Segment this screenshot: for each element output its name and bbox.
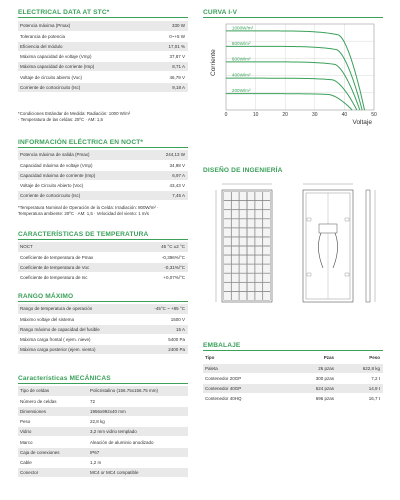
solar-cell	[263, 228, 270, 237]
temperature-value: -0,396%/°C	[136, 252, 188, 262]
temperature-label: Coeficiente de temperatura de Voc	[18, 262, 136, 272]
solar-cell	[263, 246, 270, 255]
note-noct-1: *Temperatura Nominal de Operación de la Celda: Irradiación: 800W/m² ·	[18, 205, 159, 210]
solar-cell	[255, 219, 262, 228]
noct-row	[18, 160, 188, 170]
temperature-label: Coeficiente de temperatura de Isc	[18, 273, 136, 283]
x-tick-label: 20	[282, 112, 288, 118]
packaging-row	[203, 363, 383, 373]
table-noct	[18, 150, 188, 201]
solar-cell	[247, 255, 254, 264]
stc-row	[18, 21, 188, 31]
solar-cell	[239, 246, 246, 255]
mechanical-label: Marco	[18, 437, 88, 447]
table-stc	[18, 21, 188, 93]
stc-value: 46,79 V	[136, 72, 188, 82]
mechanical-value: IP67	[88, 447, 188, 457]
mechanical-row	[18, 396, 188, 406]
solar-cell	[224, 292, 231, 301]
max-range-row	[18, 324, 188, 334]
mechanical-row	[18, 427, 188, 437]
solar-cell	[224, 246, 231, 255]
solar-cell	[232, 219, 239, 228]
max-range-value: 5400 Pa	[128, 335, 188, 345]
solar-cell	[263, 237, 270, 246]
solar-cell	[239, 201, 246, 210]
packaging-header-pzas: Pzas	[295, 353, 337, 363]
solar-cell	[263, 201, 270, 210]
packaging-pzas: 696 pzas	[295, 394, 337, 404]
noct-label: Potencia máxima de salida (Pmax)	[18, 150, 136, 160]
packaging-row	[203, 384, 383, 394]
temperature-label: NOCT	[18, 242, 136, 252]
solar-cell	[239, 210, 246, 219]
section-title-max-range: RANGO MÁXIMO	[18, 293, 74, 300]
section-title-noct: INFORMACIÓN ELÉCTRICA EN NOCT*	[18, 139, 144, 146]
mechanical-row	[18, 406, 188, 416]
solar-cell	[232, 264, 239, 273]
packaging-peso: 7,2 t	[337, 373, 383, 383]
packaging-tipo: Contenedor 40HQ	[203, 394, 295, 404]
stc-row	[18, 31, 188, 41]
solar-cell	[263, 273, 270, 282]
iv-curve-chart	[218, 18, 388, 128]
solar-cell	[232, 292, 239, 301]
noct-label: Capacidad máxima de voltaje (Vmp)	[18, 160, 136, 170]
temperature-row	[18, 262, 188, 272]
stc-label: Potencia máxima (Pmax)	[18, 21, 136, 31]
solar-cell	[232, 246, 239, 255]
section-rule-noct	[18, 147, 188, 148]
solar-cell	[255, 292, 262, 301]
solar-cell	[255, 210, 262, 219]
mechanical-label: Cable	[18, 457, 88, 467]
solar-cell	[232, 255, 239, 264]
noct-value: 244,13 W	[136, 150, 188, 160]
solar-cell	[247, 264, 254, 273]
solar-cell	[247, 283, 254, 292]
stc-row	[18, 52, 188, 62]
engineering-drawing	[203, 178, 383, 328]
solar-cell	[232, 273, 239, 282]
solar-cell	[224, 237, 231, 246]
mechanical-label: Conector	[18, 468, 88, 478]
x-tick-label: 50	[371, 112, 377, 118]
solar-cell	[232, 237, 239, 246]
noct-value: 34,98 V	[136, 160, 188, 170]
noct-row	[18, 150, 188, 160]
x-tick-label: 0	[224, 112, 228, 118]
max-range-row	[18, 335, 188, 345]
solar-cell	[247, 201, 254, 210]
solar-cell	[224, 192, 231, 201]
stc-row	[18, 72, 188, 82]
series-label: 800W/m²	[231, 40, 251, 46]
section-rule-packaging	[203, 350, 383, 351]
solar-cell	[247, 228, 254, 237]
stc-label: Corriente de cortocircuito (Isc)	[18, 82, 136, 92]
section-title-iv-curve: CURVA I-V	[203, 9, 238, 16]
note-noct-2: Temperatura ambiente: 20ºC · AM: 1,5 · Velocidad del viento: 1 m/s	[18, 211, 149, 216]
stc-value: 37,87 V	[136, 52, 188, 62]
packaging-peso: 16,7 t	[337, 394, 383, 404]
solar-cell	[224, 283, 231, 292]
series-line	[226, 94, 352, 110]
max-range-label: Rango máximo de capacidad del fusible	[18, 324, 128, 334]
noct-label: Voltaje de Circuito Abierto (Voc)	[18, 181, 136, 191]
noct-label: Capacidad máxima de corriente (Imp)	[18, 170, 136, 180]
solar-cell	[224, 228, 231, 237]
table-temperature	[18, 242, 188, 283]
mechanical-label: Vidrio	[18, 427, 88, 437]
solar-cell	[263, 192, 270, 201]
max-range-value: 2400 Pa	[128, 345, 188, 355]
solar-cell	[255, 255, 262, 264]
stc-value: 330 W	[136, 21, 188, 31]
noct-value: 7,45 A	[136, 191, 188, 201]
max-range-label: Máximo voltaje del sistema	[18, 314, 128, 324]
stc-row	[18, 82, 188, 92]
mechanical-value: 1956x992x40 mm	[88, 406, 188, 416]
stc-label: Eficiencia del módulo	[18, 41, 136, 51]
solar-cell	[232, 283, 239, 292]
noct-row	[18, 181, 188, 191]
solar-cell	[255, 283, 262, 292]
temperature-row	[18, 242, 188, 252]
solar-cell	[239, 283, 246, 292]
packaging-row	[203, 373, 383, 383]
max-range-value: 1500 V	[128, 314, 188, 324]
solar-cell	[224, 264, 231, 273]
solar-cell	[247, 219, 254, 228]
mechanical-value: MC4 or MC4 compatible	[88, 468, 188, 478]
temperature-row	[18, 252, 188, 262]
series-label: 400W/m²	[231, 72, 251, 78]
packaging-row	[203, 394, 383, 404]
solar-cell	[255, 201, 262, 210]
noct-row	[18, 170, 188, 180]
mechanical-row	[18, 468, 188, 478]
packaging-header-tipo: Tipo	[203, 353, 295, 363]
mechanical-label: Número de celdas	[18, 396, 88, 406]
solar-cell	[263, 219, 270, 228]
packaging-peso: 622,8 kg	[337, 363, 383, 373]
mechanical-value: 22,8 kg	[88, 417, 188, 427]
solar-cell	[239, 228, 246, 237]
plot-frame	[226, 24, 374, 110]
mechanical-value: 3,2 mm vidrio templado	[88, 427, 188, 437]
stc-value: 17,01 %	[136, 41, 188, 51]
temperature-value: -0,31%/°C	[136, 262, 188, 272]
solar-cell	[247, 192, 254, 201]
solar-cell	[239, 237, 246, 246]
solar-cell	[232, 201, 239, 210]
mechanical-row	[18, 457, 188, 467]
max-range-row	[18, 345, 188, 355]
solar-cell	[239, 255, 246, 264]
stc-row	[18, 62, 188, 72]
mechanical-row	[18, 437, 188, 447]
solar-cell	[263, 283, 270, 292]
packaging-peso: 14,9 t	[337, 384, 383, 394]
solar-cell	[224, 273, 231, 282]
solar-cell	[239, 273, 246, 282]
table-mechanical	[18, 386, 188, 478]
section-title-temperature: CARACTERÍSTICAS DE TEMPERATURA	[18, 231, 149, 238]
noct-value: 6,97 A	[136, 170, 188, 180]
solar-cell	[263, 210, 270, 219]
section-rule-stc	[18, 17, 188, 18]
solar-cell	[247, 292, 254, 301]
stc-value: 8,71 A	[136, 62, 188, 72]
panel-rear-view	[303, 184, 353, 302]
packaging-pzas: 26 pzas	[295, 363, 337, 373]
packaging-tipo: Contenedor 40GP	[203, 384, 295, 394]
section-title-stc: ELECTRICAL DATA AT STC*	[18, 9, 110, 16]
noct-label: Corriente de cortocircuito (Isc)	[18, 191, 136, 201]
solar-cell	[247, 246, 254, 255]
solar-cell	[232, 228, 239, 237]
mechanical-row	[18, 417, 188, 427]
packaging-pzas: 300 pzas	[295, 373, 337, 383]
solar-cell	[255, 264, 262, 273]
mechanical-label: Dimensiones	[18, 406, 88, 416]
series-label: 200W/m²	[231, 88, 251, 94]
mechanical-value: 1,2 m	[88, 457, 188, 467]
solar-cell	[255, 237, 262, 246]
solar-cell	[232, 192, 239, 201]
panel-side-view	[366, 190, 375, 302]
table-packaging	[203, 353, 383, 404]
x-tick-label: 10	[252, 112, 259, 118]
solar-cell	[239, 219, 246, 228]
mechanical-label: Caja de conexiones	[18, 447, 88, 457]
packaging-pzas: 624 pzas	[295, 384, 337, 394]
solar-cell	[247, 273, 254, 282]
packaging-header-row	[203, 353, 383, 363]
solar-cell	[239, 264, 246, 273]
table-max-range	[18, 304, 188, 355]
max-range-label: Máxima carga frontal ( ejem. nieve)	[18, 335, 128, 345]
packaging-header-peso: Peso	[337, 353, 383, 363]
stc-row	[18, 41, 188, 51]
chart-xlabel: Voltaje	[352, 119, 372, 126]
temperature-value: +0,07%/°C	[136, 273, 188, 283]
x-tick-label: 30	[312, 112, 318, 118]
stc-label: Tolerancia de potencia	[18, 31, 136, 41]
solar-cell	[239, 292, 246, 301]
mechanical-label: Peso	[18, 417, 88, 427]
solar-cell	[232, 210, 239, 219]
noct-value: 43,43 V	[136, 181, 188, 191]
section-rule-mechanical	[18, 383, 188, 384]
solar-cell	[247, 210, 254, 219]
solar-cell	[239, 192, 246, 201]
max-range-row	[18, 304, 188, 314]
section-title-engineering: DISEÑO DE INGENIERÍA	[203, 167, 283, 174]
mechanical-label: Tipo de celdas	[18, 386, 88, 396]
section-rule-temperature	[18, 239, 188, 240]
packaging-tipo: Contenedor 20GP	[203, 373, 295, 383]
mechanical-row	[18, 386, 188, 396]
solar-cell	[263, 264, 270, 273]
solar-cell	[224, 219, 231, 228]
solar-cell	[247, 237, 254, 246]
solar-cell	[263, 292, 270, 301]
chart-ylabel: Corriente	[210, 49, 217, 76]
series-label: 1000W/m²	[231, 25, 254, 31]
section-rule-max-range	[18, 301, 188, 302]
stc-value: 0~+5 W	[136, 31, 188, 41]
section-title-mechanical: Características MECÁNICAS	[18, 375, 111, 382]
solar-cell	[255, 228, 262, 237]
mechanical-row	[18, 447, 188, 457]
note-stc-2: · Temperatura de las celdas: 25ºC · AM: 1,5	[18, 117, 103, 122]
mechanical-value: Policristalino (156.75x156.75 mm)	[88, 386, 188, 396]
solar-cell	[263, 255, 270, 264]
mechanical-value: 72	[88, 396, 188, 406]
temperature-value: 45 °C ±2 °C	[136, 242, 188, 252]
solar-cell	[224, 255, 231, 264]
max-range-value: -45°C ~ +85 °C	[128, 304, 188, 314]
packaging-tipo: Paleta	[203, 363, 295, 373]
solar-cell	[224, 201, 231, 210]
stc-value: 9,18 A	[136, 82, 188, 92]
panel-front-view	[216, 184, 272, 302]
stc-label: Máxima capacidad de corriente (Imp)	[18, 62, 136, 72]
stc-label: Máxima capacidad de voltaje (Vmp)	[18, 52, 136, 62]
note-stc-1: *Condiciones Estándar de Medida: Radiación: 1000 W/m²	[18, 111, 131, 116]
solar-cell	[255, 273, 262, 282]
max-range-label: Rango de temperatura de operación	[18, 304, 128, 314]
solar-cell	[255, 192, 262, 201]
section-title-packaging: EMBALAJE	[203, 342, 241, 349]
max-range-label: Máxima carga posterior (ejem. viento)	[18, 345, 128, 355]
noct-row	[18, 191, 188, 201]
max-range-value: 15 A	[128, 324, 188, 334]
series-label: 600W/m²	[231, 56, 251, 62]
solar-cell	[224, 210, 231, 219]
stc-label: Voltaje de circuito abierto (Voc)	[18, 72, 136, 82]
solar-cell	[255, 246, 262, 255]
series-line	[226, 62, 360, 110]
max-range-row	[18, 314, 188, 324]
mechanical-value: Aleación de aluminio anodizado	[88, 437, 188, 447]
x-tick-label: 40	[341, 112, 348, 118]
temperature-label: Coeficiente de temperatura de Pmax	[18, 252, 136, 262]
temperature-row	[18, 273, 188, 283]
